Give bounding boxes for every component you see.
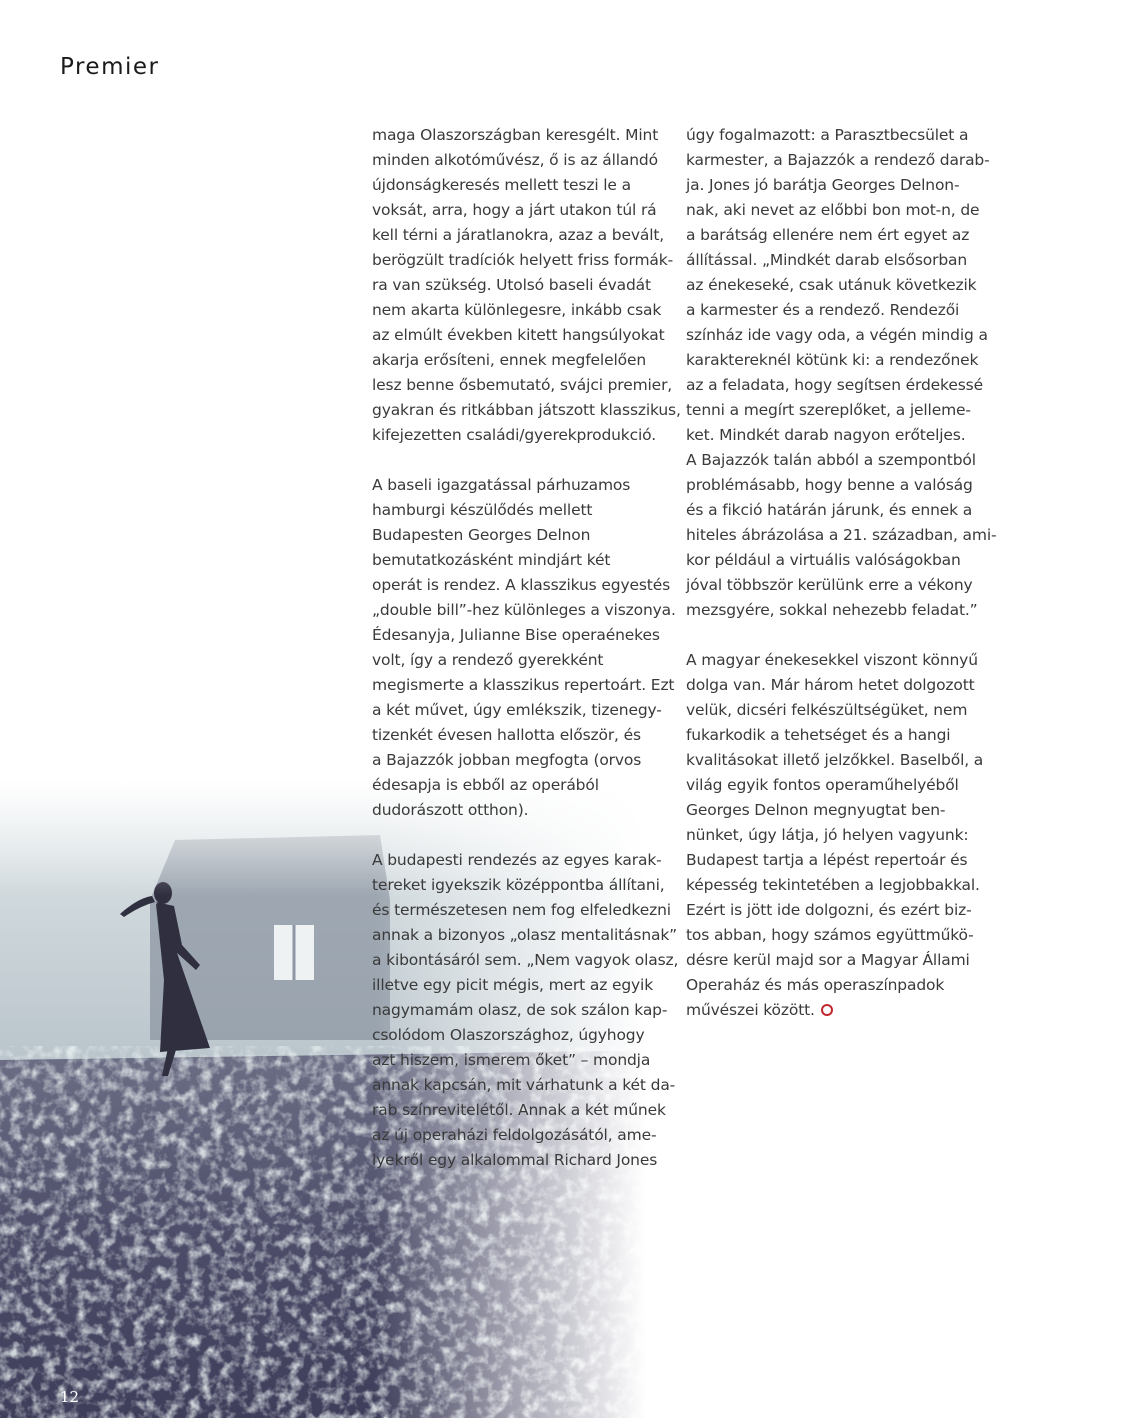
article-paragraph (686, 123, 997, 623)
text-line: csolódom Olaszországhoz, úgyhogy (372, 1026, 645, 1044)
article-paragraph (372, 848, 679, 1173)
text-line: úgy fogalmazott: a Parasztbecsület a (686, 126, 969, 144)
text-line: berögzült tradíciók helyett friss formák- (372, 251, 674, 269)
text-line: mezsgyére, sokkal nehezebb feladat.” (686, 601, 978, 619)
text-line: annak a bizonyos „olasz mentalitásnak” (372, 926, 678, 944)
text-line: és természetesen nem fog elfeledkezni (372, 901, 671, 919)
text-line: megismerte a klasszikus repertoárt. Ezt (372, 676, 675, 694)
text-line: a két művet, úgy emlékszik, tizenegy- (372, 701, 662, 719)
text-line: hiteles ábrázolása a 21. században, ami- (686, 526, 997, 544)
end-of-article-icon (821, 1004, 833, 1016)
text-line: dudorászott otthon). (372, 801, 529, 819)
text-line: nak, aki nevet az előbbi bon mot-n, de (686, 201, 980, 219)
page-number: 12 (60, 1388, 80, 1406)
text-line: az elmúlt években kitett hangsúlyokat (372, 326, 665, 344)
text-line: az a feladata, hogy segítsen érdekessé (686, 376, 983, 394)
text-line: Georges Delnon megnyugtat ben- (686, 801, 946, 819)
text-line: ra van szükség. Utolsó baseli évadát (372, 276, 651, 294)
article-paragraph (372, 473, 676, 823)
text-line: a barátság ellenére nem ért egyet az (686, 226, 970, 244)
text-line: jóval többször kerülünk erre a vékony (686, 576, 973, 594)
text-line: ja. Jones jó barátja Georges Delnon- (686, 176, 960, 194)
text-line: A budapesti rendezés az egyes karak- (372, 851, 662, 869)
text-line: és a fikció határán járunk, és ennek a (686, 501, 973, 519)
text-line: désre kerül majd sor a Magyar Állami (686, 951, 970, 969)
text-line: a karmester és a rendező. Rendezői (686, 301, 960, 319)
text-line: lyekről egy alkalommal Richard Jones (372, 1151, 658, 1169)
text-line: karmester, a Bajazzók a rendező darab- (686, 151, 990, 169)
text-line: az új operaházi feldolgozásától, ame- (372, 1126, 657, 1144)
text-line: gyakran és ritkábban játszott klasszikus, (372, 401, 681, 419)
text-line: hamburgi készülődés mellett (372, 501, 593, 519)
text-line: A Bajazzók talán abból a szempontból (686, 451, 976, 469)
article-paragraph (686, 648, 986, 1023)
text-line: tizenkét évesen hallotta először, és (372, 726, 641, 744)
text-line: illetve egy picit mégis, mert az egyik (372, 976, 654, 994)
text-line: volt, így a rendező gyerekként (372, 651, 604, 669)
text-line: Operaház és más operaszínpadok (686, 976, 945, 994)
text-line: újdonságkeresés mellett teszi le a (372, 176, 631, 194)
text-line: A magyar énekesekkel viszont könnyű (686, 651, 978, 669)
text-line: a kibontásáról sem. „Nem vagyok olasz, (372, 951, 679, 969)
text-line: voksát, arra, hogy a járt utakon túl rá (372, 201, 657, 219)
article-column-right (686, 123, 997, 1048)
text-line: nem akarta különlegesre, inkább csak (372, 301, 662, 319)
text-line: Budapesten Georges Delnon (372, 526, 591, 544)
text-line: kell térni a járatlanokra, azaz a bevált, (372, 226, 665, 244)
text-line: nünket, úgy látja, jó helyen vagyunk: (686, 826, 969, 844)
text-line: állítással. „Mindkét darab elsősorban (686, 251, 968, 269)
text-line: tenni a megírt szereplőket, a jelleme- (686, 401, 971, 419)
text-line: fukarkodik a tehetséget és a hangi (686, 726, 951, 744)
text-line: „double bill”-hez különleges a viszonya. (372, 601, 676, 619)
text-line: a Bajazzók jobban megfogta (orvos (372, 751, 642, 769)
text-line: kifejezetten családi/gyerekprodukció. (372, 426, 657, 444)
text-line: édesapja is ebből az operából (372, 776, 599, 794)
text-line: A baseli igazgatással párhuzamos (372, 476, 631, 494)
text-line: karaktereknél kötünk ki: a rendezőnek (686, 351, 979, 369)
text-line: maga Olaszországban keresgélt. Mint (372, 126, 659, 144)
text-line: kvalitásokat illető jelzőkkel. Baselből, a (686, 751, 984, 769)
text-line: akarja erősíteni, ennek megfelelően (372, 351, 647, 369)
text-line: problémásabb, hogy benne a valóság (686, 476, 973, 494)
text-line: Ezért is jött ide dolgozni, és ezért biz- (686, 901, 972, 919)
text-line: színház ide vagy oda, a végén mindig a (686, 326, 988, 344)
text-line: tos abban, hogy számos együttműkö- (686, 926, 974, 944)
text-line: azt hiszem, ismerem őket” – mondja (372, 1051, 651, 1069)
text-line: képesség tekintetében a legjobbakkal. (686, 876, 980, 894)
text-line: minden alkotóművész, ő is az állandó (372, 151, 658, 169)
article-column-left (372, 123, 681, 1198)
text-line: annak kapcsán, mit várhatunk a két da- (372, 1076, 676, 1094)
text-line: az énekeseké, csak utánuk következik (686, 276, 977, 294)
article-paragraph (372, 123, 681, 448)
text-line: Budapest tartja a lépést repertoár és (686, 851, 968, 869)
text-line: lesz benne ősbemutató, svájci premier, (372, 376, 673, 394)
text-line: kor például a virtuális valóságokban (686, 551, 961, 569)
text-line: művészei között. (686, 998, 986, 1023)
text-line: Édesanyja, Julianne Bise operaénekes (372, 626, 660, 644)
text-line: operát is rendez. A klasszikus egyestés (372, 576, 671, 594)
text-line: bemutatkozásként mindjárt két (372, 551, 611, 569)
text-line: rab színrevitelétől. Annak a két műnek (372, 1101, 666, 1119)
section-label: Premier (60, 54, 160, 80)
text-line: nagymamám olasz, de sok szálon kap- (372, 1001, 668, 1019)
text-line: világ egyik fontos operaműhelyéből (686, 776, 959, 794)
text-line: tereket igyekszik középpontba állítani, (372, 876, 665, 894)
text-line: dolga van. Már három hetet dolgozott (686, 676, 975, 694)
text-line: velük, dicséri felkészültségüket, nem (686, 701, 968, 719)
text-line: ket. Mindkét darab nagyon erőteljes. (686, 426, 966, 444)
